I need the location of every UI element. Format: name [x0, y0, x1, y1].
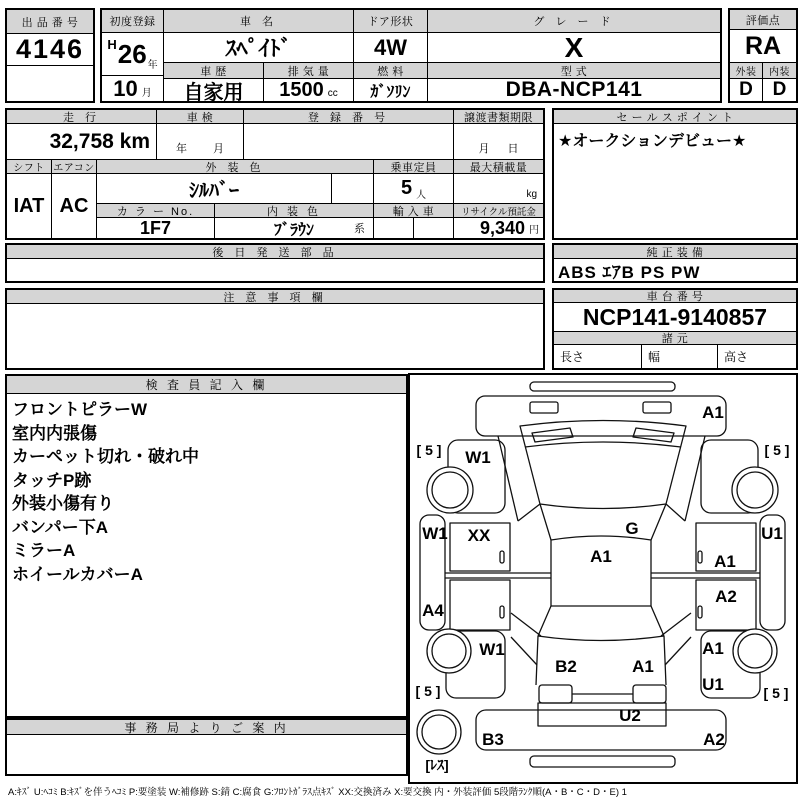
shift-value: IAT: [7, 174, 52, 238]
fuel-header: 燃 料: [354, 63, 428, 79]
inspector-note-line: バンパー下A: [12, 517, 109, 537]
transfer-header: 譲渡書類期限: [454, 110, 543, 124]
diagram-marker: W1: [465, 448, 491, 467]
shaken-year-unit: 年: [176, 143, 187, 155]
spec-width-label: 幅: [642, 345, 718, 368]
first-reg-month-unit: 月: [141, 88, 152, 99]
ext-score-header: 外装: [730, 63, 763, 79]
max-load-header: 最大積載量: [454, 160, 543, 174]
diagram-marker: U1: [702, 675, 724, 694]
transfer-cell: [454, 124, 543, 160]
first-reg-year-cell: [102, 33, 164, 76]
diagram-marker: XX: [467, 526, 491, 545]
mileage-value: 32,758 km: [7, 124, 157, 160]
equipment-box: [552, 243, 798, 283]
ext-color-header: 外 装 色: [97, 160, 374, 174]
capacity-unit: 人: [416, 190, 427, 201]
inspector-note-line: ミラーA: [12, 541, 76, 560]
capacity-value: 5: [400, 177, 413, 199]
lot-no-blank-cell: [7, 66, 93, 101]
diagram-marker: W1: [479, 640, 505, 659]
rear-right-wheel: [733, 629, 777, 673]
rear-left-wheel: [427, 629, 471, 673]
inspector-note-line: 外装小傷有り: [12, 494, 114, 513]
score-box: [728, 8, 798, 103]
int-color-value: ﾌﾞﾗｳﾝ: [273, 221, 314, 238]
diagram-marker: A1: [714, 552, 736, 571]
displacement-header: 排 気 量: [264, 63, 354, 79]
front-right-wheel: [732, 467, 778, 513]
diagram-marker: [ 5 ]: [764, 442, 790, 458]
recycle-cell: [454, 218, 543, 238]
vehicle-info-table: [100, 8, 722, 103]
diagram-marker: A2: [703, 730, 725, 749]
diagram-marker: A4: [422, 601, 444, 620]
door-shape-header: ドア形状: [354, 10, 428, 33]
int-score-header: 内装: [763, 63, 796, 79]
spec-height-label: 高さ: [724, 350, 749, 364]
front-left-wheel: [427, 467, 473, 513]
sales-point-value: ★オークションデビュー★: [558, 133, 747, 150]
diagram-marker: A1: [590, 547, 612, 566]
inspector-notes: [12, 398, 402, 586]
inspector-note-line: ホイールカバーA: [12, 564, 143, 584]
specs-header: 諸 元: [554, 332, 796, 345]
door-shape-value: 4W: [354, 33, 428, 63]
first-reg-era: H: [107, 37, 117, 52]
inspector-note-line: タッチP跡: [12, 470, 92, 490]
import-cell-1: [374, 218, 414, 238]
car-name-header: 車 名: [164, 10, 354, 33]
chassis-value: NCP141-9140857: [554, 303, 796, 332]
displacement-unit: cc: [327, 88, 338, 99]
shaken-cell: [157, 124, 244, 160]
spec-length-label: 長さ: [554, 345, 642, 368]
score-header: 評価点: [730, 10, 796, 30]
shift-header: シフト: [7, 160, 52, 174]
transfer-day-unit: 日: [507, 143, 519, 155]
shaken-header: 車 検: [157, 110, 244, 124]
later-parts-value: [7, 259, 543, 281]
capacity-header: 乗車定員: [374, 160, 454, 174]
later-parts-header: 後 日 発 送 部 品: [7, 245, 543, 259]
int-color-cell: [215, 218, 374, 238]
diagram-marker: [ﾚｽ]: [425, 757, 449, 773]
caution-value: [7, 304, 543, 368]
lot-no-value: 4146: [7, 34, 93, 66]
recycle-value: 9,340: [479, 218, 525, 238]
chassis-box: [552, 288, 798, 370]
spare-tire: [417, 710, 461, 754]
chassis-header: 車 台 番 号: [554, 290, 796, 303]
equipment-value: ABS ｴｱB PS PW: [558, 262, 701, 281]
diagram-marker: W1: [422, 524, 448, 543]
import-cell-2: [414, 218, 454, 238]
diagram-marker: A1: [702, 639, 724, 658]
sales-point-box: [552, 108, 798, 240]
first-reg-year: 26: [117, 38, 147, 69]
lot-no-box: [5, 8, 95, 103]
lot-no-header: 出 品 番 号: [7, 10, 93, 34]
reg-no-header: 登 録 番 号: [244, 110, 454, 124]
reg-no-value: [244, 124, 454, 160]
ext-color-value: ｼﾙﾊﾞｰ: [97, 174, 332, 204]
model-code-header: 型 式: [428, 63, 720, 79]
int-color-suffix: 系: [354, 223, 365, 235]
recycle-header: リサイクル預託金: [454, 204, 543, 218]
model-code-value: DBA-NCP141: [505, 79, 643, 101]
recycle-unit: 円: [529, 225, 539, 236]
import-header: 輸 入 車: [374, 204, 454, 218]
caution-box: [5, 288, 545, 370]
car-name-value: ｽﾍﾟｲﾄﾞ: [164, 33, 354, 63]
first-reg-year-unit: 年: [147, 60, 158, 71]
damage-code-legend: A:ｷｽﾞ U:ﾍｺﾐ B:ｷｽﾞを伴うﾍｺﾐ P:要塗装 W:補修跡 S:錆 C:腐食 G:ﾌﾛﾝﾄｶﾞﾗｽ点ｷｽﾞ XX:交換済み X:要交換 内・外装評価 5段階ﾗﾝｸ順(A・B・C・D・E) 1: [8, 787, 627, 798]
sales-point-header: セ ー ル ス ポ イ ン ト: [554, 110, 796, 124]
caution-header: 注 意 事 項 欄: [7, 290, 543, 304]
transfer-month-unit: 月: [478, 143, 490, 155]
diagram-marker: U2: [619, 706, 641, 725]
diagram-marker: G: [625, 519, 639, 538]
displacement-value: 1500: [279, 79, 324, 101]
history-header: 車 歴: [164, 63, 264, 79]
diagram-marker: B2: [555, 657, 577, 676]
equipment-header: 純 正 装 備: [554, 245, 796, 259]
inspector-box: [5, 374, 408, 718]
shaken-month-unit: 月: [213, 143, 224, 155]
diagram-marker: A2: [715, 587, 737, 606]
later-parts-box: [5, 243, 545, 283]
diagram-marker: B3: [482, 730, 504, 749]
inspector-header: 検 査 員 記 入 欄: [7, 376, 406, 394]
diagram-marker: [ 5 ]: [416, 442, 442, 458]
inspector-note-line: フロントピラーW: [12, 400, 148, 419]
displacement-cell: [264, 79, 354, 101]
office-value: [7, 735, 406, 774]
capacity-cell: [374, 174, 454, 204]
diagram-marker: [ 5 ]: [763, 685, 789, 701]
color-no-value: 1F7: [97, 218, 215, 238]
first-reg-month: 10: [113, 76, 138, 101]
inspector-note-line: カーペット切れ・破れ中: [12, 447, 199, 466]
first-reg-header: 初度登録: [102, 10, 164, 33]
office-box: [5, 718, 408, 776]
first-reg-month-cell: [102, 76, 164, 101]
diagram-marker: [ 5 ]: [415, 683, 441, 699]
ext-color-blank-cell: [332, 174, 374, 204]
max-load-unit: kg: [454, 174, 543, 204]
int-color-header: 内 装 色: [215, 204, 374, 218]
ac-header: エアコン: [52, 160, 97, 174]
score-value: RA: [730, 30, 796, 63]
fuel-value: ｶﾞｿﾘﾝ: [354, 79, 428, 101]
grade-header: グ レ ー ド: [428, 10, 720, 33]
grade-value: X: [428, 33, 720, 63]
office-header: 事 務 局 よ り ご 案 内: [7, 720, 406, 735]
car-diagram: [408, 373, 798, 784]
ac-value: AC: [52, 174, 97, 238]
condition-table: [5, 108, 545, 240]
history-value: 自家用: [164, 79, 264, 101]
inspector-note-line: 室内内張傷: [12, 423, 97, 443]
diagram-marker: A1: [632, 657, 654, 676]
color-no-header: カ ラ ー No.: [97, 204, 215, 218]
int-score-value: D: [772, 79, 787, 100]
ext-score-value: D: [730, 79, 763, 101]
mileage-header: 走 行: [7, 110, 157, 124]
diagram-marker: A1: [702, 403, 724, 422]
diagram-marker: U1: [761, 524, 783, 543]
